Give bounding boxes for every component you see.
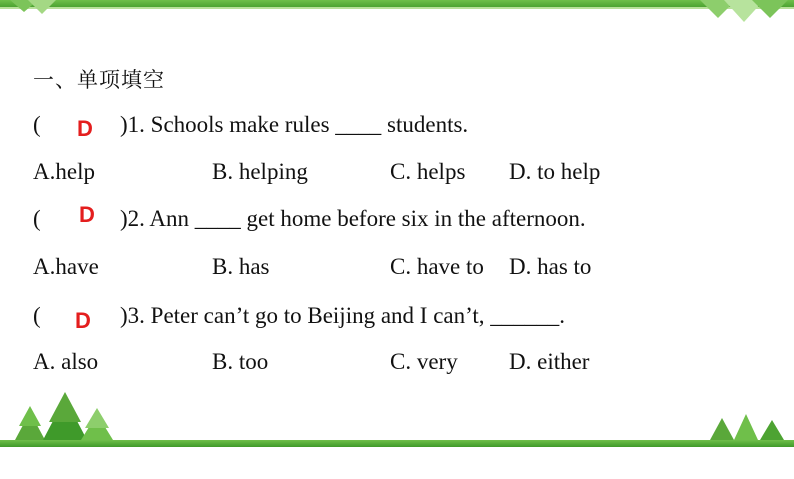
option-a: A.have (33, 254, 99, 279)
options-2 (33, 254, 773, 284)
top-left-triangle-decor (10, 0, 60, 18)
option-a: A. also (33, 349, 99, 374)
answer-mark: D (79, 202, 95, 227)
answer-mark: D (75, 308, 91, 333)
question-paren: ( (33, 112, 41, 137)
question-text: )2. Ann ____ get home before six in the afternoon. (120, 206, 586, 231)
question-text: )1. Schools make rules ____ students. (120, 112, 469, 137)
question-paren: ( (33, 206, 41, 231)
option-d: D. has to (509, 254, 592, 279)
option-a: A.help (33, 159, 95, 184)
options-1 (33, 159, 773, 189)
options-3 (33, 349, 773, 379)
option-b: B. helping (212, 159, 308, 184)
question-1 (33, 112, 773, 142)
option-c: C. have to (390, 254, 484, 279)
option-c: C. helps (390, 159, 466, 184)
answer-mark: D (77, 116, 93, 141)
tree-group-icon (5, 392, 115, 442)
question-3 (33, 303, 773, 333)
option-c: C. very (390, 349, 458, 374)
tree-group-right-icon (690, 404, 790, 442)
section-title: 一、单项填空 (33, 68, 165, 92)
top-decor-bar (0, 0, 794, 7)
bottom-decor-bar (0, 440, 794, 447)
question-paren: ( (33, 303, 41, 328)
option-d: D. either (509, 349, 590, 374)
question-text: )3. Peter can’t go to Beijing and I can’t, ______. (120, 303, 565, 328)
option-b: B. too (212, 349, 269, 374)
question-2 (33, 202, 773, 236)
top-right-triangle-decor (700, 0, 790, 24)
option-d: D. to help (509, 159, 601, 184)
option-b: B. has (212, 254, 270, 279)
